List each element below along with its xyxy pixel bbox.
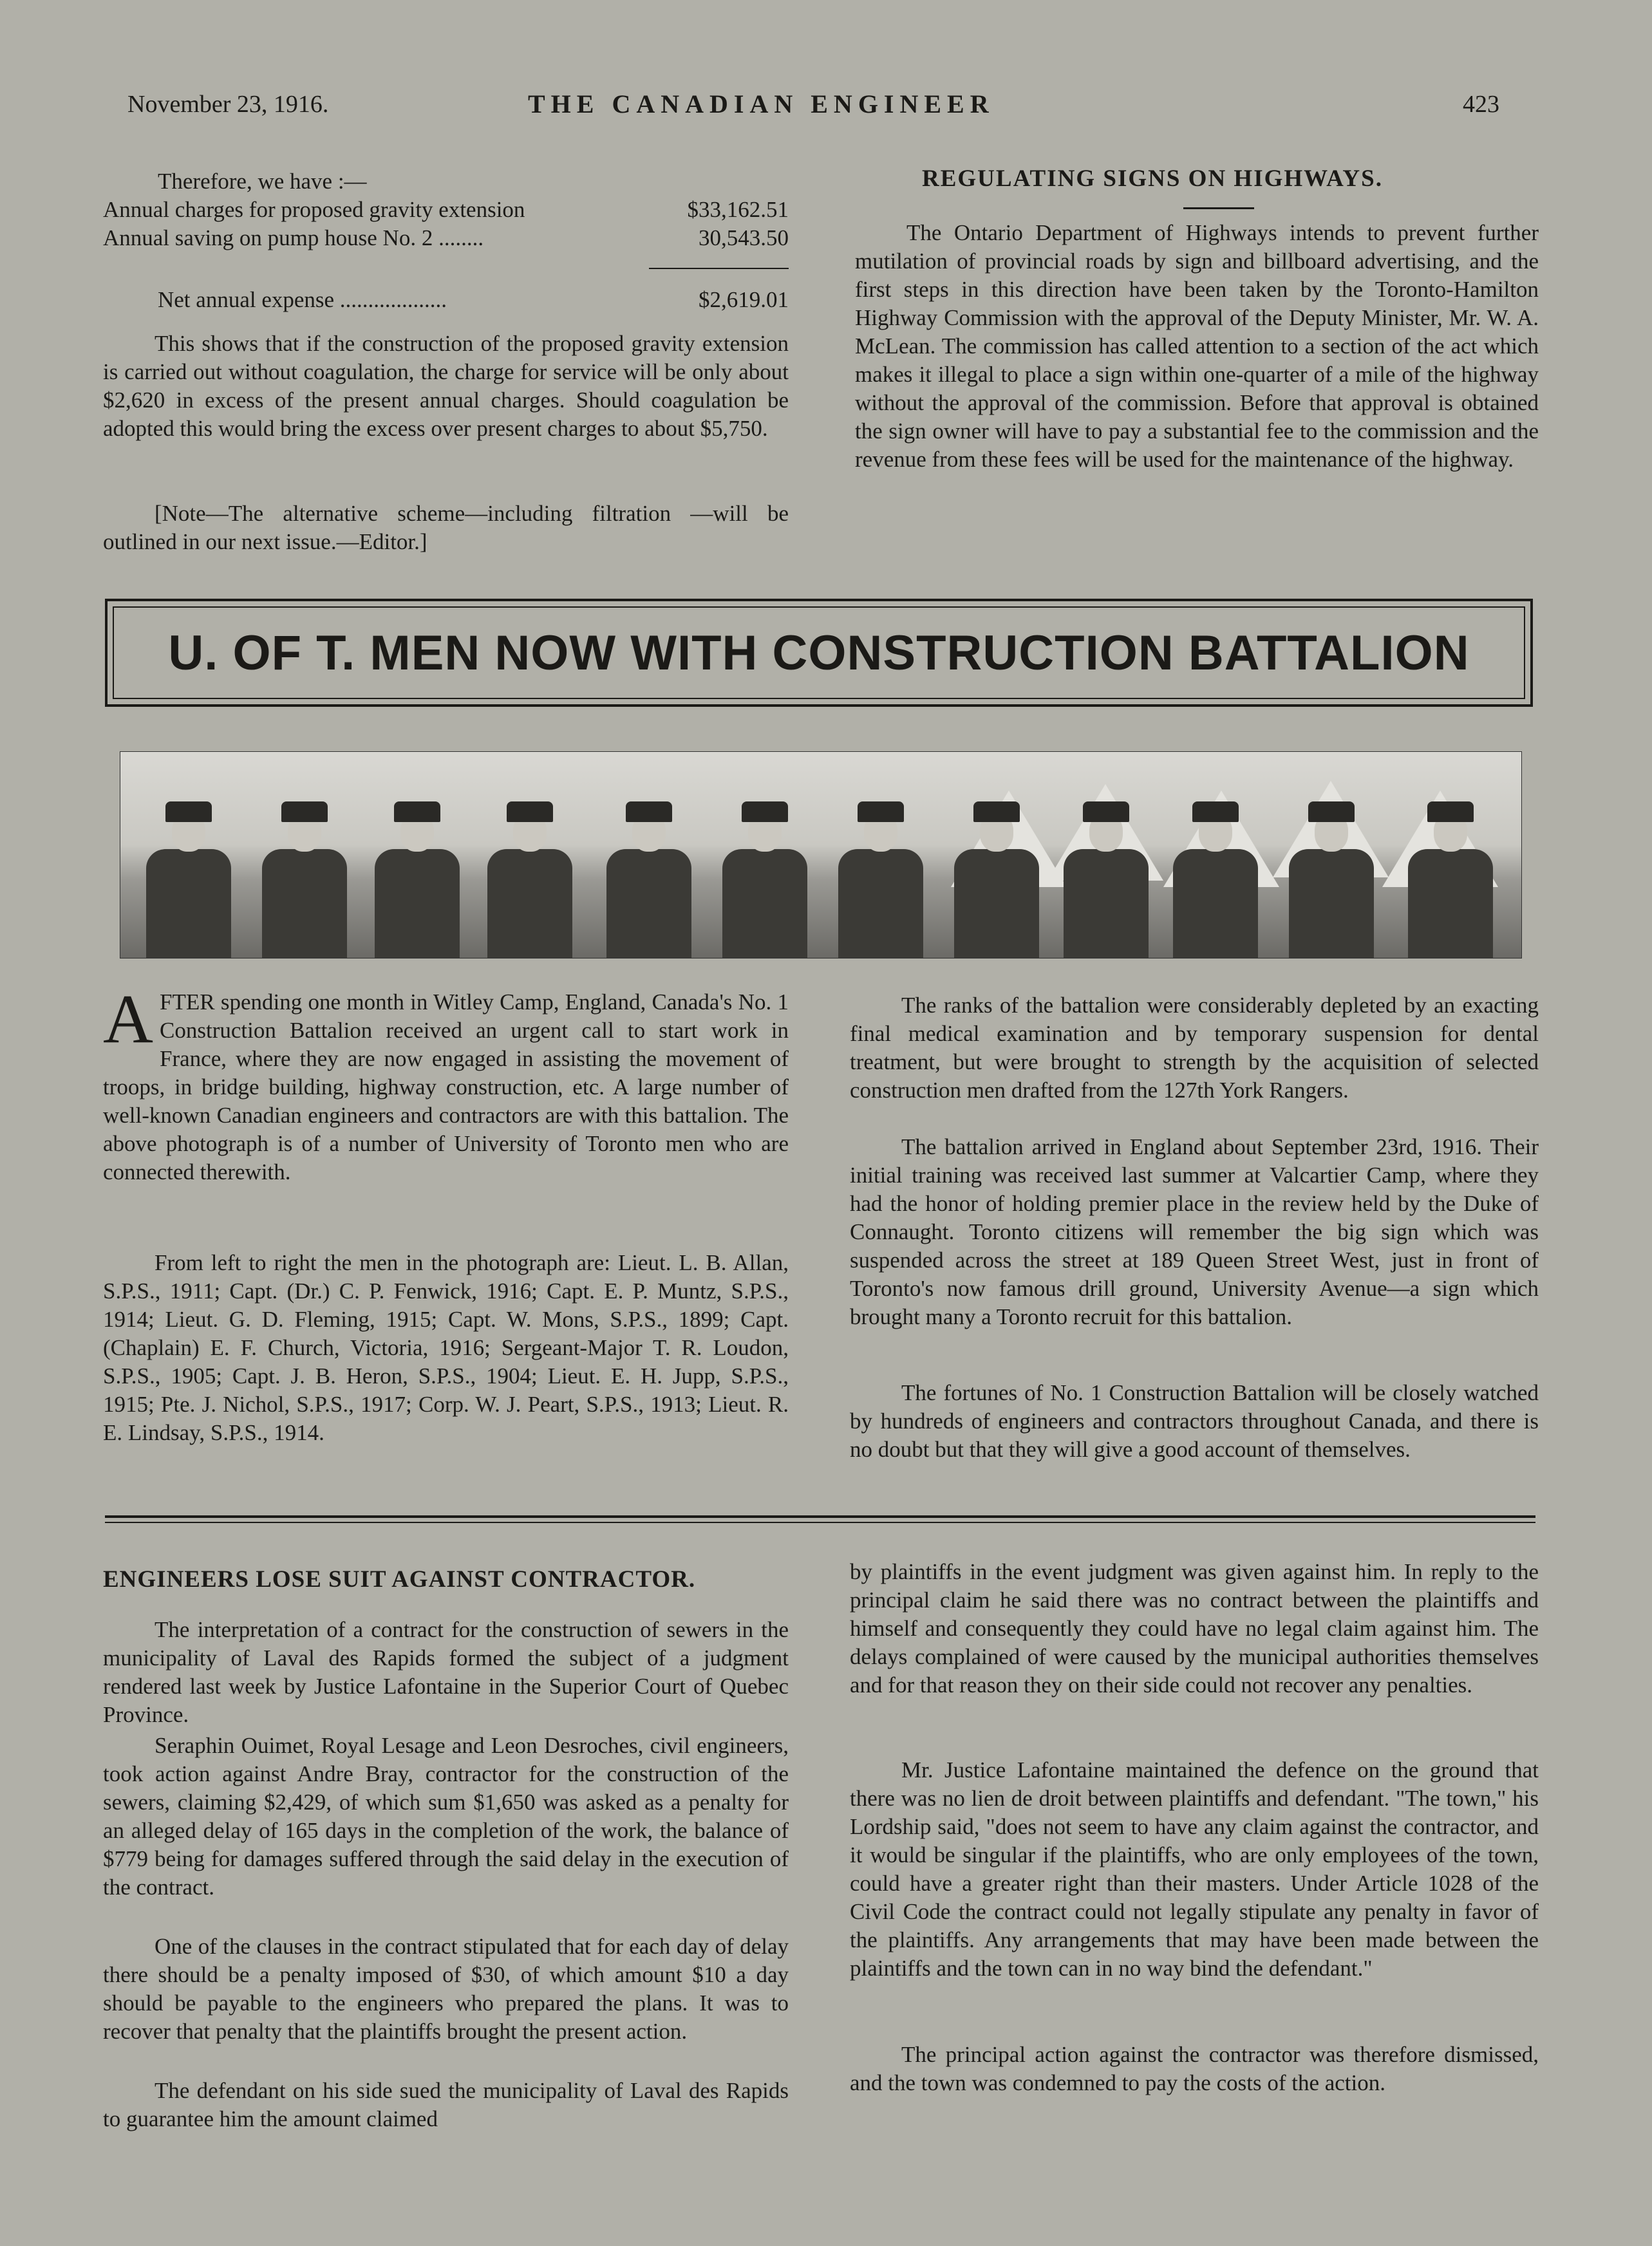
battalion-paragraph-1-text: FTER spending one month in Witley Camp, England, Canada's No. 1 Construction Battalion received an urgent call to start work in France, where they are now engaged in assisting the movement of troops, in bridge building, highway construction, etc. A large number of well-known Canadian engineers and contractors are with this battalion. The above photograph is of a number of University of Toronto men who are connected therewith. [103, 989, 789, 1184]
gravity-paragraph: This shows that if the construction of the proposed gravity extension is carried out without coagulation, the charge for service will be only about $2,620 in excess of the present annual charges. Should coagulation be adopted this would bring the excess over present charges to about $5,750. [103, 331, 789, 441]
drop-cap: A [103, 981, 153, 1058]
signs-body: The Ontario Department of Highways intends to prevent further mutilation of provincial roads by sign and billboard advertising, and the first steps in this direction have been taken by the Toronto-Hamilton Highway Commission with the approval of the Deputy Minister, Mr. W. A. McLean. The commission has called attention to a section of the act which makes it illegal to place a sign within one-quarter of a mile of the highway without the approval of the commission. Before that approval is obtained the sign owner will have to pay a substantial fee to the commission and the revenue from these fees will be used for the maintenance of the highway. [855, 220, 1539, 472]
gravity-row-1-value: $33,162.51 [687, 197, 789, 222]
gravity-net-value: $2,619.01 [699, 287, 789, 312]
gravity-row-1 [103, 197, 789, 223]
gravity-row-2-label: Annual saving on pump house No. 2 ........ [103, 225, 484, 250]
gravity-row-2 [103, 225, 789, 251]
battalion-headline-box [105, 599, 1533, 707]
editor-note: [Note—The alternative scheme—including filtration —will be outlined in our next issue.—Editor.] [103, 501, 789, 554]
suit-paragraph-6: Mr. Justice Lafontaine maintained the defence on the ground that there was no lien de droit between plaintiffs and defendant. "The town," his Lordship said, "does not seem to have any claim against the contractor, and it would be singular if the plaintiffs, who are only employees of the town, could have a greater right than their masters. Under Article 1028 of the Civil Code the contract could not legally stipulate any penalty in favor of the plaintiffs. Any arrangements that may have been made between the plaintiffs and the town can in no way bind the defendant." [850, 1757, 1539, 1981]
battalion-paragraph-3: The ranks of the battalion were considerably depleted by an exacting final medical examination and by temporary suspension for dental treatment, but were brought to strength by the acquisition of selected construction men drafted from the 127th York Rangers. [850, 993, 1539, 1103]
gravity-row-2-value: 30,543.50 [699, 225, 789, 250]
suit-paragraph-2: Seraphin Ouimet, Royal Lesage and Leon Desroches, civil engineers, took action against Andre Bray, contractor for the construction of the sewers, claiming $2,429, of which sum $1,650 was asked as a penalty for an alleged delay of 165 days in the completion of the work, the balance of $779 being for damages suffered through the said delay in the execution of the contract. [103, 1733, 789, 1900]
suit-paragraph-1: The interpretation of a contract for the construction of sewers in the municipality of Laval des Rapids formed the subject of a judgment rendered last week by Justice Lafontaine in the Superior Court of Quebec Province. [103, 1617, 789, 1727]
suit-title: ENGINEERS LOSE SUIT AGAINST CONTRACTOR. [103, 1566, 696, 1593]
gravity-net-row [158, 287, 789, 313]
gravity-intro: Therefore, we have :— [158, 169, 367, 194]
battalion-paragraph-5: The fortunes of No. 1 Construction Battalion will be closely watched by hundreds of engineers and contractors throughout Canada, and there is no doubt but that they will give a good account of themselves. [850, 1380, 1539, 1462]
gravity-net-label: Net annual expense ................... [158, 287, 447, 312]
page-number: 423 [1463, 91, 1499, 118]
gravity-row-1-label: Annual charges for proposed gravity extension [103, 197, 525, 222]
battalion-photograph [120, 751, 1522, 959]
section-divider-top [105, 1515, 1535, 1518]
suit-paragraph-4: The defendant on his side sued the municipality of Laval des Rapids to guarantee him the amount claimed [103, 2078, 789, 2131]
battalion-paragraph-1 [103, 981, 789, 1186]
battalion-paragraph-2: From left to right the men in the photograph are: Lieut. L. B. Allan, S.P.S., 1911; Capt. (Dr.) C. P. Fenwick, 1916; Capt. E. P. Muntz, S.P.S., 1914; Lieut. G. D. Fleming, 1915; Capt. W. Mons, S.P.S., 1899; Capt. (Chaplain) E. F. Church, Victoria, 1916; Sergeant-Major T. R. Loudon, S.P.S., 1905; Capt. J. B. Heron, S.P.S., 1904; Lieut. E. H. Jupp, S.P.S., 1915; Pte. J. Nichol, S.P.S., 1917; Corp. W. J. Peart, S.P.S., 1913; Lieut. R. E. Lindsay, S.P.S., 1914. [103, 1250, 789, 1445]
battalion-headline: U. OF T. MEN NOW WITH CONSTRUCTION BATTALION [113, 606, 1525, 699]
signs-title-rule [1183, 207, 1254, 209]
sum-rule [649, 268, 789, 269]
header-date: November 23, 1916. [127, 91, 329, 118]
suit-paragraph-5: by plaintiffs in the event judgment was given against him. In reply to the principal claim he said there was no contract between the plaintiffs and himself and consequently they could have no legal claim against him. The delays complained of were caused by the municipal authorities themselves and for that reason they on their side could not recover any penalties. [850, 1559, 1539, 1698]
battalion-paragraph-4: The battalion arrived in England about September 23rd, 1916. Their initial training was received last summer at Valcartier Camp, where they had the honor of holding premier place in the review held by the Duke of Connaught. Toronto citizens will remember the big sign which was suspended across the street at 189 Queen Street West, just in front of Toronto's now famous drill ground, University Avenue—a sign which brought many a Toronto recruit for this battalion. [850, 1134, 1539, 1329]
journal-title: THE CANADIAN ENGINEER [528, 89, 995, 118]
suit-paragraph-7: The principal action against the contractor was therefore dismissed, and the town was condemned to pay the costs of the action. [850, 2042, 1539, 2095]
section-divider-bottom [105, 1522, 1535, 1523]
suit-paragraph-3: One of the clauses in the contract stipulated that for each day of delay there should be a penalty imposed of $30, of which amount $10 a day should be payable to the engineers who prepared the plans. It was to recover that penalty that the plaintiffs brought the present action. [103, 1934, 789, 2044]
signs-title: REGULATING SIGNS ON HIGHWAYS. [922, 165, 1383, 192]
